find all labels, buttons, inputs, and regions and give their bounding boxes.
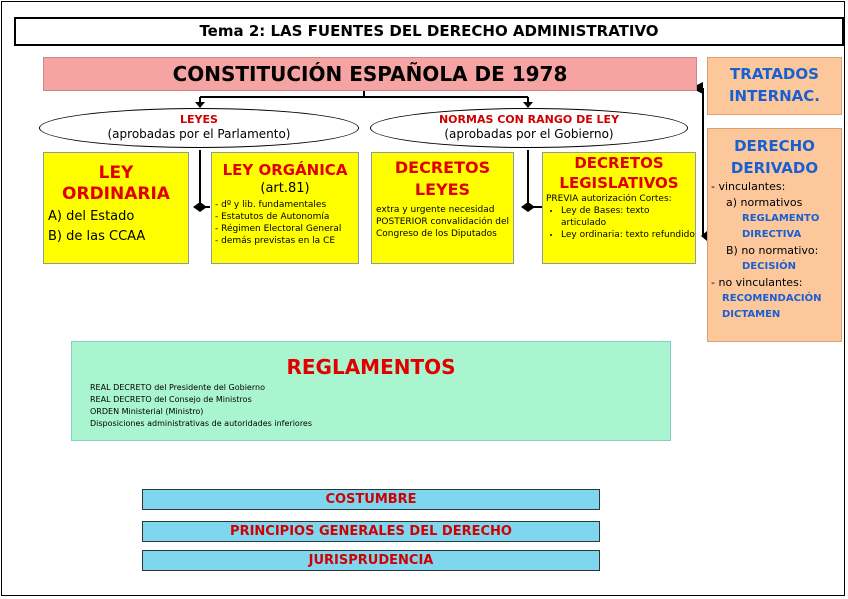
- reglamentos-item: Disposiciones administrativas de autoridades inferiores: [90, 419, 313, 428]
- principios-box: PRINCIPIOS GENERALES DEL DERECHO: [142, 521, 600, 542]
- decretos-legislativos-box: [542, 152, 696, 264]
- decretos-legislativos-title-1: DECRETOS: [574, 154, 664, 172]
- normas-ellipse: [370, 108, 688, 148]
- decretos-legislativos-item: • Ley de Bases: texto articulado: [561, 205, 695, 229]
- ley-organica-item: - Régimen Electoral General: [215, 224, 342, 234]
- dictamen-label: DICTAMEN: [722, 309, 781, 320]
- leyes-ellipse: [39, 108, 359, 148]
- decretos-legislativos-intro: PREVIA autorización Cortes:: [546, 194, 672, 204]
- leyes-subtitle: (aprobadas por el Parlamento): [107, 127, 291, 141]
- directiva-label: DIRECTIVA: [742, 229, 802, 240]
- reglamentos-item: REAL DECRETO del Presidente del Gobierno: [90, 383, 265, 392]
- leyes-title: LEYES: [180, 113, 218, 126]
- ley-ordinaria-item-b: B) de las CCAA: [48, 229, 146, 244]
- normas-title: NORMAS CON RANGO DE LEY: [438, 113, 620, 126]
- reglamento-label: REGLAMENTO: [742, 213, 820, 224]
- tratados-line-1: TRATADOS: [730, 65, 819, 83]
- tratados-box: [707, 57, 842, 115]
- derecho-derivado-title-1: DERECHO: [734, 137, 815, 155]
- reglamentos-item: ORDEN Ministerial (Ministro): [90, 407, 204, 416]
- ley-organica-box: [211, 152, 359, 264]
- tratados-line-2: INTERNAC.: [728, 87, 821, 105]
- ley-ordinaria-item-a: A) del Estado: [48, 209, 135, 224]
- ley-organica-item: - dº y lib. fundamentales: [215, 200, 327, 210]
- ley-ordinaria-title-2: ORDINARIA: [62, 184, 170, 204]
- costumbre-box: COSTUMBRE: [142, 489, 600, 510]
- ley-ordinaria-title-1: LEY: [98, 163, 134, 183]
- ley-organica-item: - Estatutos de Autonomía: [215, 212, 330, 222]
- ley-organica-item: - demás previstas en la CE: [215, 236, 336, 246]
- vinculantes-label: - vinculantes:: [711, 180, 786, 193]
- decretos-leyes-title-1: DECRETOS: [394, 158, 491, 177]
- ley-organica-art: (art.81): [260, 181, 310, 196]
- derecho-derivado-box: [707, 128, 842, 342]
- reglamentos-box: [71, 341, 671, 441]
- normas-subtitle: (aprobadas por el Gobierno): [444, 127, 614, 141]
- no-normativo-label: B) no normativo:: [726, 244, 819, 257]
- decretos-legislativos-item: • Ley ordinaria: texto refundido: [561, 229, 695, 241]
- normativos-label: a) normativos: [726, 196, 803, 209]
- reglamentos-item: REAL DECRETO del Consejo de Ministros: [90, 395, 252, 404]
- derecho-derivado-title-2: DERIVADO: [730, 159, 819, 177]
- decision-label: DECISIÓN: [742, 261, 796, 272]
- decretos-legislativos-title-2: LEGISLATIVOS: [559, 174, 679, 192]
- constitucion-box: CONSTITUCIÓN ESPAÑOLA DE 1978: [43, 57, 697, 91]
- ley-organica-title: LEY ORGÁNICA: [222, 161, 348, 179]
- decretos-leyes-title-2: LEYES: [414, 180, 471, 199]
- page-title: Tema 2: LAS FUENTES DEL DERECHO ADMINISTRATIVO: [14, 17, 844, 46]
- ley-ordinaria-box: [43, 152, 189, 264]
- jurisprudencia-box: JURISPRUDENCIA: [142, 550, 600, 571]
- reglamentos-title: REGLAMENTOS: [286, 355, 456, 379]
- recomendacion-label: RECOMENDACIÓN: [722, 293, 822, 304]
- decretos-leyes-box: [371, 152, 514, 264]
- no-vinculantes-label: - no vinculantes:: [711, 276, 803, 289]
- decretos-leyes-text: extra y urgente necesidad POSTERIOR convalidación del Congreso de los Diputados: [376, 205, 510, 239]
